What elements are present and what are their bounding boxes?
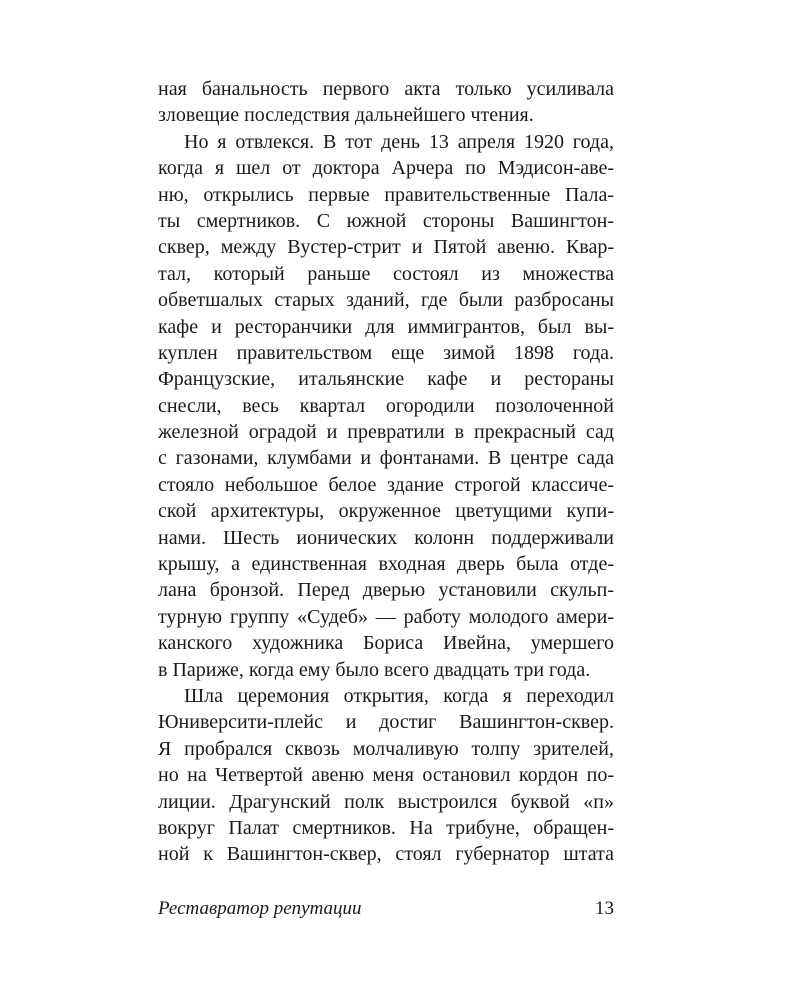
text-line: обветшалых старых зданий, где были разбросаны: [158, 289, 614, 312]
text-line: ню, открылись первые правительственные Пала-: [158, 183, 614, 206]
text-line: Юниверсити-плейс и достиг Вашингтон-сквер.: [158, 711, 614, 734]
text-line: кафе и ресторанчики для иммигрантов, был вы-: [158, 315, 614, 338]
text-line: турную группу «Судеб» — работу молодого амери-: [158, 605, 614, 628]
text-line: канского художника Бориса Ивейна, умершего: [158, 632, 614, 655]
text-line: Французские, итальянские кафе и рестораны: [158, 368, 614, 391]
text-line: снесли, весь квартал огородили позолоченной: [158, 394, 614, 417]
text-line: куплен правительством еще зимой 1898 года.: [158, 341, 614, 364]
text-line: сквер, между Вустер-стрит и Пятой авеню. Квар-: [158, 236, 614, 259]
text-line: Шла церемония открытия, когда я переходил: [184, 684, 614, 707]
text-line: ты смертников. С южной стороны Вашингтон-: [158, 209, 614, 232]
text-line: Но я отвлекся. В тот день 13 апреля 1920 года,: [184, 130, 614, 153]
running-title: Реставратор репутации: [158, 898, 362, 919]
text-line: когда я шел от доктора Арчера по Мэдисон-аве-: [158, 157, 614, 180]
text-line: зловещие последствия дальнейшего чтения.: [158, 104, 534, 127]
body-text: [158, 76, 614, 868]
text-line: Я пробрался сквозь молчаливую толпу зрителей,: [158, 737, 614, 760]
text-line: крышу, а единственная входная дверь была отде-: [158, 553, 614, 576]
text-line: ной к Вашингтон-сквер, стоял губернатор штата: [158, 843, 614, 866]
text-line: ная банальность первого акта только усиливала: [158, 78, 614, 100]
text-line: тал, который раньше состоял из множества: [158, 262, 614, 285]
text-line: стояло небольшое белое здание строгой классиче-: [158, 473, 614, 496]
text-line: в Париже, когда ему было всего двадцать три года.: [158, 658, 591, 681]
text-line: нами. Шесть ионических колонн поддерживали: [158, 526, 614, 549]
page-footer: [158, 896, 614, 922]
text-line: лиции. Драгунский полк выстроился буквой «п»: [158, 790, 614, 813]
page-number: 13: [595, 898, 614, 919]
text-line: но на Четвертой авеню меня остановил кордон по-: [158, 764, 614, 787]
text-line: с газонами, клумбами и фонтанами. В центре сада: [158, 447, 614, 470]
text-line: лана бронзой. Перед дверью установили скульп-: [158, 579, 614, 602]
text-line: ской архитектуры, окруженное цветущими купи-: [158, 500, 614, 523]
text-line: вокруг Палат смертников. На трибуне, обращен-: [158, 816, 614, 839]
text-line: железной оградой и превратили в прекрасный сад: [158, 421, 614, 444]
